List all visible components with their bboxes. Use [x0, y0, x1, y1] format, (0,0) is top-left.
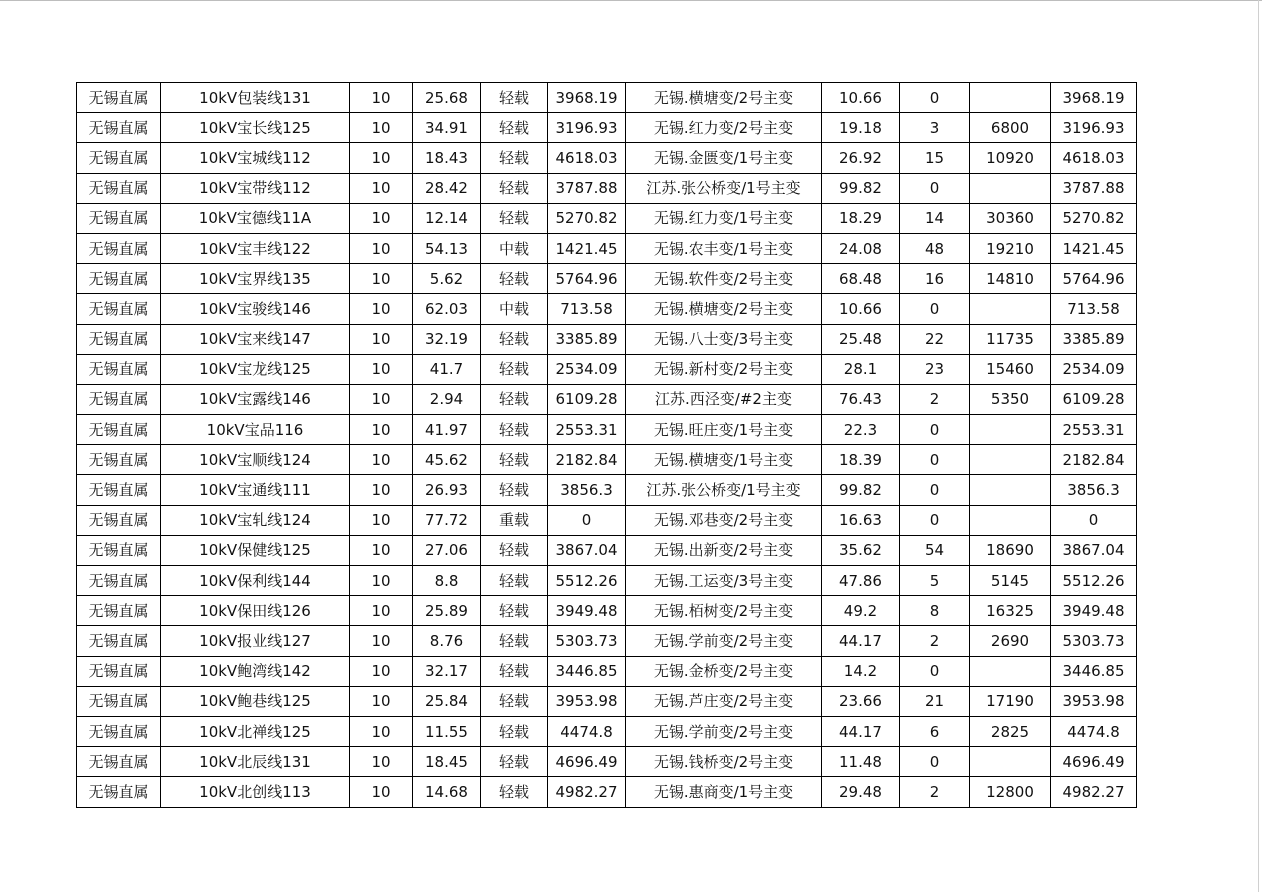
capacity-cell: 5303.73 — [548, 626, 626, 656]
count-cell: 16 — [900, 264, 970, 294]
transformer-load-cell: 16.63 — [822, 505, 900, 535]
capacity-cell: 3949.48 — [548, 596, 626, 626]
count-cell: 0 — [900, 505, 970, 535]
load-rate-cell: 12.14 — [413, 203, 481, 233]
unit-cell: 无锡直属 — [77, 384, 161, 414]
transformer-load-cell: 76.43 — [822, 384, 900, 414]
substation-transformer-cell: 无锡.金桥变/2号主变 — [626, 656, 822, 686]
amount-cell: 6800 — [970, 113, 1051, 143]
capacity-cell: 5512.26 — [548, 566, 626, 596]
voltage-cell: 10 — [350, 686, 413, 716]
remaining-capacity-cell: 2553.31 — [1051, 415, 1137, 445]
load-rate-cell: 2.94 — [413, 384, 481, 414]
voltage-cell: 10 — [350, 535, 413, 565]
count-cell: 8 — [900, 596, 970, 626]
substation-transformer-cell: 无锡.出新变/2号主变 — [626, 535, 822, 565]
load-status-cell: 轻载 — [481, 264, 548, 294]
remaining-capacity-cell: 6109.28 — [1051, 384, 1137, 414]
unit-cell: 无锡直属 — [77, 83, 161, 113]
transformer-load-cell: 10.66 — [822, 294, 900, 324]
voltage-cell: 10 — [350, 113, 413, 143]
transformer-load-cell: 14.2 — [822, 656, 900, 686]
capacity-cell: 3196.93 — [548, 113, 626, 143]
transformer-load-cell: 23.66 — [822, 686, 900, 716]
count-cell: 0 — [900, 475, 970, 505]
capacity-cell: 3953.98 — [548, 686, 626, 716]
load-status-cell: 轻载 — [481, 596, 548, 626]
table-row — [77, 324, 1137, 354]
load-status-cell: 轻载 — [481, 656, 548, 686]
table-row — [77, 535, 1137, 565]
load-status-cell: 轻载 — [481, 143, 548, 173]
unit-cell: 无锡直属 — [77, 113, 161, 143]
table-row — [77, 384, 1137, 414]
load-status-cell: 中载 — [481, 233, 548, 263]
substation-transformer-cell: 无锡.邓巷变/2号主变 — [626, 505, 822, 535]
count-cell: 0 — [900, 747, 970, 777]
transformer-load-cell: 11.48 — [822, 747, 900, 777]
count-cell: 23 — [900, 354, 970, 384]
transformer-load-cell: 10.66 — [822, 83, 900, 113]
count-cell: 5 — [900, 566, 970, 596]
load-rate-cell: 25.89 — [413, 596, 481, 626]
unit-cell: 无锡直属 — [77, 173, 161, 203]
line-name-cell: 10kV宝骏线146 — [161, 294, 350, 324]
unit-cell: 无锡直属 — [77, 566, 161, 596]
load-status-cell: 中载 — [481, 294, 548, 324]
substation-transformer-cell: 江苏.张公桥变/1号主变 — [626, 173, 822, 203]
line-name-cell: 10kV鲍巷线125 — [161, 686, 350, 716]
load-rate-cell: 8.76 — [413, 626, 481, 656]
table-row — [77, 566, 1137, 596]
amount-cell: 17190 — [970, 686, 1051, 716]
count-cell: 0 — [900, 173, 970, 203]
load-rate-cell: 18.43 — [413, 143, 481, 173]
substation-transformer-cell: 无锡.横塘变/1号主变 — [626, 445, 822, 475]
capacity-cell: 2553.31 — [548, 415, 626, 445]
capacity-cell: 3787.88 — [548, 173, 626, 203]
transformer-load-cell: 18.29 — [822, 203, 900, 233]
amount-cell — [970, 747, 1051, 777]
voltage-cell: 10 — [350, 475, 413, 505]
count-cell: 14 — [900, 203, 970, 233]
capacity-cell: 2182.84 — [548, 445, 626, 475]
load-status-cell: 轻载 — [481, 475, 548, 505]
capacity-cell: 3446.85 — [548, 656, 626, 686]
amount-cell — [970, 505, 1051, 535]
substation-transformer-cell: 无锡.芦庄变/2号主变 — [626, 686, 822, 716]
remaining-capacity-cell: 2182.84 — [1051, 445, 1137, 475]
remaining-capacity-cell: 3856.3 — [1051, 475, 1137, 505]
unit-cell: 无锡直属 — [77, 747, 161, 777]
count-cell: 0 — [900, 445, 970, 475]
table-row — [77, 173, 1137, 203]
table-row — [77, 505, 1137, 535]
count-cell: 3 — [900, 113, 970, 143]
voltage-cell: 10 — [350, 384, 413, 414]
substation-transformer-cell: 无锡.横塘变/2号主变 — [626, 83, 822, 113]
capacity-cell: 3385.89 — [548, 324, 626, 354]
unit-cell: 无锡直属 — [77, 686, 161, 716]
amount-cell: 19210 — [970, 233, 1051, 263]
load-status-cell: 轻载 — [481, 626, 548, 656]
substation-transformer-cell: 无锡.学前变/2号主变 — [626, 716, 822, 746]
line-name-cell: 10kV包装线131 — [161, 83, 350, 113]
remaining-capacity-cell: 1421.45 — [1051, 233, 1137, 263]
table-row — [77, 747, 1137, 777]
voltage-cell: 10 — [350, 233, 413, 263]
voltage-cell: 10 — [350, 716, 413, 746]
load-rate-cell: 14.68 — [413, 777, 481, 807]
transformer-load-cell: 49.2 — [822, 596, 900, 626]
remaining-capacity-cell: 2534.09 — [1051, 354, 1137, 384]
table-row — [77, 143, 1137, 173]
transformer-load-cell: 68.48 — [822, 264, 900, 294]
capacity-cell: 4696.49 — [548, 747, 626, 777]
capacity-cell: 4618.03 — [548, 143, 626, 173]
load-status-cell: 轻载 — [481, 113, 548, 143]
capacity-cell: 2534.09 — [548, 354, 626, 384]
amount-cell: 5145 — [970, 566, 1051, 596]
count-cell: 54 — [900, 535, 970, 565]
voltage-cell: 10 — [350, 83, 413, 113]
line-name-cell: 10kV北创线113 — [161, 777, 350, 807]
load-status-cell: 轻载 — [481, 173, 548, 203]
load-rate-cell: 41.97 — [413, 415, 481, 445]
substation-transformer-cell: 无锡.学前变/2号主变 — [626, 626, 822, 656]
transformer-load-cell: 19.18 — [822, 113, 900, 143]
table-row — [77, 294, 1137, 324]
transformer-load-cell: 44.17 — [822, 716, 900, 746]
voltage-cell: 10 — [350, 777, 413, 807]
capacity-cell: 0 — [548, 505, 626, 535]
transformer-load-cell: 25.48 — [822, 324, 900, 354]
load-rate-cell: 18.45 — [413, 747, 481, 777]
voltage-cell: 10 — [350, 445, 413, 475]
line-name-cell: 10kV宝品116 — [161, 415, 350, 445]
unit-cell: 无锡直属 — [77, 445, 161, 475]
unit-cell: 无锡直属 — [77, 596, 161, 626]
count-cell: 48 — [900, 233, 970, 263]
line-name-cell: 10kV北禅线125 — [161, 716, 350, 746]
capacity-cell: 3856.3 — [548, 475, 626, 505]
transformer-load-cell: 22.3 — [822, 415, 900, 445]
count-cell: 2 — [900, 777, 970, 807]
voltage-cell: 10 — [350, 415, 413, 445]
voltage-cell: 10 — [350, 566, 413, 596]
remaining-capacity-cell: 4474.8 — [1051, 716, 1137, 746]
count-cell: 15 — [900, 143, 970, 173]
count-cell: 2 — [900, 626, 970, 656]
load-status-cell: 轻载 — [481, 566, 548, 596]
load-status-cell: 轻载 — [481, 384, 548, 414]
substation-transformer-cell: 无锡.新村变/2号主变 — [626, 354, 822, 384]
line-name-cell: 10kV宝露线146 — [161, 384, 350, 414]
table-row — [77, 415, 1137, 445]
capacity-cell: 5764.96 — [548, 264, 626, 294]
unit-cell: 无锡直属 — [77, 777, 161, 807]
line-name-cell: 10kV宝德线11A — [161, 203, 350, 233]
voltage-cell: 10 — [350, 505, 413, 535]
remaining-capacity-cell: 0 — [1051, 505, 1137, 535]
table-row — [77, 203, 1137, 233]
voltage-cell: 10 — [350, 596, 413, 626]
line-name-cell: 10kV鲍湾线142 — [161, 656, 350, 686]
line-name-cell: 10kV宝带线112 — [161, 173, 350, 203]
load-status-cell: 轻载 — [481, 747, 548, 777]
amount-cell: 18690 — [970, 535, 1051, 565]
table-row — [77, 354, 1137, 384]
substation-transformer-cell: 无锡.横塘变/2号主变 — [626, 294, 822, 324]
capacity-cell: 713.58 — [548, 294, 626, 324]
line-name-cell: 10kV保田线126 — [161, 596, 350, 626]
table-row — [77, 233, 1137, 263]
remaining-capacity-cell: 3953.98 — [1051, 686, 1137, 716]
substation-transformer-cell: 无锡.金匮变/1号主变 — [626, 143, 822, 173]
load-status-cell: 轻载 — [481, 354, 548, 384]
remaining-capacity-cell: 713.58 — [1051, 294, 1137, 324]
amount-cell — [970, 445, 1051, 475]
load-status-cell: 重载 — [481, 505, 548, 535]
voltage-cell: 10 — [350, 626, 413, 656]
line-name-cell: 10kV宝龙线125 — [161, 354, 350, 384]
load-status-cell: 轻载 — [481, 686, 548, 716]
substation-transformer-cell: 无锡.栢树变/2号主变 — [626, 596, 822, 626]
amount-cell — [970, 475, 1051, 505]
unit-cell: 无锡直属 — [77, 505, 161, 535]
amount-cell: 30360 — [970, 203, 1051, 233]
count-cell: 2 — [900, 384, 970, 414]
line-name-cell: 10kV宝长线125 — [161, 113, 350, 143]
page-right-edge — [1258, 0, 1259, 892]
transformer-load-cell: 24.08 — [822, 233, 900, 263]
count-cell: 22 — [900, 324, 970, 354]
voltage-cell: 10 — [350, 324, 413, 354]
load-rate-cell: 11.55 — [413, 716, 481, 746]
amount-cell: 14810 — [970, 264, 1051, 294]
transformer-load-cell: 26.92 — [822, 143, 900, 173]
amount-cell — [970, 656, 1051, 686]
transformer-load-cell: 99.82 — [822, 475, 900, 505]
load-rate-cell: 27.06 — [413, 535, 481, 565]
unit-cell: 无锡直属 — [77, 203, 161, 233]
amount-cell: 10920 — [970, 143, 1051, 173]
unit-cell: 无锡直属 — [77, 626, 161, 656]
line-name-cell: 10kV宝轧线124 — [161, 505, 350, 535]
remaining-capacity-cell: 5270.82 — [1051, 203, 1137, 233]
amount-cell: 2690 — [970, 626, 1051, 656]
amount-cell: 2825 — [970, 716, 1051, 746]
count-cell: 0 — [900, 656, 970, 686]
remaining-capacity-cell: 5303.73 — [1051, 626, 1137, 656]
amount-cell: 16325 — [970, 596, 1051, 626]
unit-cell: 无锡直属 — [77, 233, 161, 263]
feeder-load-table — [76, 82, 1137, 808]
substation-transformer-cell: 无锡.旺庄变/1号主变 — [626, 415, 822, 445]
load-rate-cell: 28.42 — [413, 173, 481, 203]
amount-cell: 15460 — [970, 354, 1051, 384]
remaining-capacity-cell: 3787.88 — [1051, 173, 1137, 203]
amount-cell — [970, 83, 1051, 113]
load-rate-cell: 32.17 — [413, 656, 481, 686]
load-rate-cell: 41.7 — [413, 354, 481, 384]
load-rate-cell: 32.19 — [413, 324, 481, 354]
unit-cell: 无锡直属 — [77, 535, 161, 565]
table-row — [77, 596, 1137, 626]
count-cell: 0 — [900, 83, 970, 113]
load-rate-cell: 25.84 — [413, 686, 481, 716]
voltage-cell: 10 — [350, 264, 413, 294]
unit-cell: 无锡直属 — [77, 716, 161, 746]
count-cell: 21 — [900, 686, 970, 716]
remaining-capacity-cell: 4982.27 — [1051, 777, 1137, 807]
load-status-cell: 轻载 — [481, 445, 548, 475]
load-rate-cell: 34.91 — [413, 113, 481, 143]
voltage-cell: 10 — [350, 173, 413, 203]
amount-cell: 12800 — [970, 777, 1051, 807]
substation-transformer-cell: 无锡.八士变/3号主变 — [626, 324, 822, 354]
load-rate-cell: 5.62 — [413, 264, 481, 294]
transformer-load-cell: 44.17 — [822, 626, 900, 656]
count-cell: 0 — [900, 294, 970, 324]
amount-cell — [970, 294, 1051, 324]
amount-cell: 5350 — [970, 384, 1051, 414]
remaining-capacity-cell: 4696.49 — [1051, 747, 1137, 777]
substation-transformer-cell: 无锡.农丰变/1号主变 — [626, 233, 822, 263]
capacity-cell: 3968.19 — [548, 83, 626, 113]
remaining-capacity-cell: 3968.19 — [1051, 83, 1137, 113]
line-name-cell: 10kV保利线144 — [161, 566, 350, 596]
remaining-capacity-cell: 3196.93 — [1051, 113, 1137, 143]
voltage-cell: 10 — [350, 203, 413, 233]
substation-transformer-cell: 无锡.工运变/3号主变 — [626, 566, 822, 596]
table-row — [77, 83, 1137, 113]
transformer-load-cell: 35.62 — [822, 535, 900, 565]
load-rate-cell: 25.68 — [413, 83, 481, 113]
unit-cell: 无锡直属 — [77, 324, 161, 354]
substation-transformer-cell: 江苏.西泾变/#2主变 — [626, 384, 822, 414]
load-status-cell: 轻载 — [481, 716, 548, 746]
line-name-cell: 10kV宝顺线124 — [161, 445, 350, 475]
substation-transformer-cell: 无锡.红力变/1号主变 — [626, 203, 822, 233]
substation-transformer-cell: 无锡.软件变/2号主变 — [626, 264, 822, 294]
transformer-load-cell: 18.39 — [822, 445, 900, 475]
substation-transformer-cell: 江苏.张公桥变/1号主变 — [626, 475, 822, 505]
unit-cell: 无锡直属 — [77, 415, 161, 445]
remaining-capacity-cell: 4618.03 — [1051, 143, 1137, 173]
table-row — [77, 626, 1137, 656]
load-status-cell: 轻载 — [481, 83, 548, 113]
amount-cell: 11735 — [970, 324, 1051, 354]
unit-cell: 无锡直属 — [77, 354, 161, 384]
voltage-cell: 10 — [350, 294, 413, 324]
capacity-cell: 1421.45 — [548, 233, 626, 263]
table-row — [77, 686, 1137, 716]
substation-transformer-cell: 无锡.钱桥变/2号主变 — [626, 747, 822, 777]
load-status-cell: 轻载 — [481, 203, 548, 233]
table-row — [77, 445, 1137, 475]
line-name-cell: 10kV宝丰线122 — [161, 233, 350, 263]
line-name-cell: 10kV保健线125 — [161, 535, 350, 565]
load-rate-cell: 54.13 — [413, 233, 481, 263]
load-status-cell: 轻载 — [481, 415, 548, 445]
remaining-capacity-cell: 3949.48 — [1051, 596, 1137, 626]
capacity-cell: 5270.82 — [548, 203, 626, 233]
voltage-cell: 10 — [350, 747, 413, 777]
capacity-cell: 4474.8 — [548, 716, 626, 746]
transformer-load-cell: 28.1 — [822, 354, 900, 384]
table-body — [77, 83, 1137, 808]
line-name-cell: 10kV宝通线111 — [161, 475, 350, 505]
line-name-cell: 10kV宝城线112 — [161, 143, 350, 173]
transformer-load-cell: 99.82 — [822, 173, 900, 203]
voltage-cell: 10 — [350, 656, 413, 686]
capacity-cell: 6109.28 — [548, 384, 626, 414]
unit-cell: 无锡直属 — [77, 143, 161, 173]
table-row — [77, 777, 1137, 807]
remaining-capacity-cell: 5512.26 — [1051, 566, 1137, 596]
unit-cell: 无锡直属 — [77, 656, 161, 686]
load-status-cell: 轻载 — [481, 535, 548, 565]
table-row — [77, 656, 1137, 686]
count-cell: 6 — [900, 716, 970, 746]
amount-cell — [970, 415, 1051, 445]
substation-transformer-cell: 无锡.惠商变/1号主变 — [626, 777, 822, 807]
line-name-cell: 10kV宝界线135 — [161, 264, 350, 294]
voltage-cell: 10 — [350, 354, 413, 384]
unit-cell: 无锡直属 — [77, 264, 161, 294]
voltage-cell: 10 — [350, 143, 413, 173]
remaining-capacity-cell: 3867.04 — [1051, 535, 1137, 565]
amount-cell — [970, 173, 1051, 203]
count-cell: 0 — [900, 415, 970, 445]
unit-cell: 无锡直属 — [77, 475, 161, 505]
load-rate-cell: 8.8 — [413, 566, 481, 596]
load-rate-cell: 62.03 — [413, 294, 481, 324]
remaining-capacity-cell: 3446.85 — [1051, 656, 1137, 686]
remaining-capacity-cell: 5764.96 — [1051, 264, 1137, 294]
line-name-cell: 10kV报业线127 — [161, 626, 350, 656]
transformer-load-cell: 47.86 — [822, 566, 900, 596]
line-name-cell: 10kV宝来线147 — [161, 324, 350, 354]
table-row — [77, 113, 1137, 143]
load-status-cell: 轻载 — [481, 324, 548, 354]
table-row — [77, 475, 1137, 505]
page-top-edge — [0, 0, 1262, 1]
load-rate-cell: 77.72 — [413, 505, 481, 535]
table-row — [77, 716, 1137, 746]
table-row — [77, 264, 1137, 294]
remaining-capacity-cell: 3385.89 — [1051, 324, 1137, 354]
load-rate-cell: 45.62 — [413, 445, 481, 475]
load-rate-cell: 26.93 — [413, 475, 481, 505]
capacity-cell: 3867.04 — [548, 535, 626, 565]
load-status-cell: 轻载 — [481, 777, 548, 807]
substation-transformer-cell: 无锡.红力变/2号主变 — [626, 113, 822, 143]
transformer-load-cell: 29.48 — [822, 777, 900, 807]
line-name-cell: 10kV北辰线131 — [161, 747, 350, 777]
unit-cell: 无锡直属 — [77, 294, 161, 324]
capacity-cell: 4982.27 — [548, 777, 626, 807]
